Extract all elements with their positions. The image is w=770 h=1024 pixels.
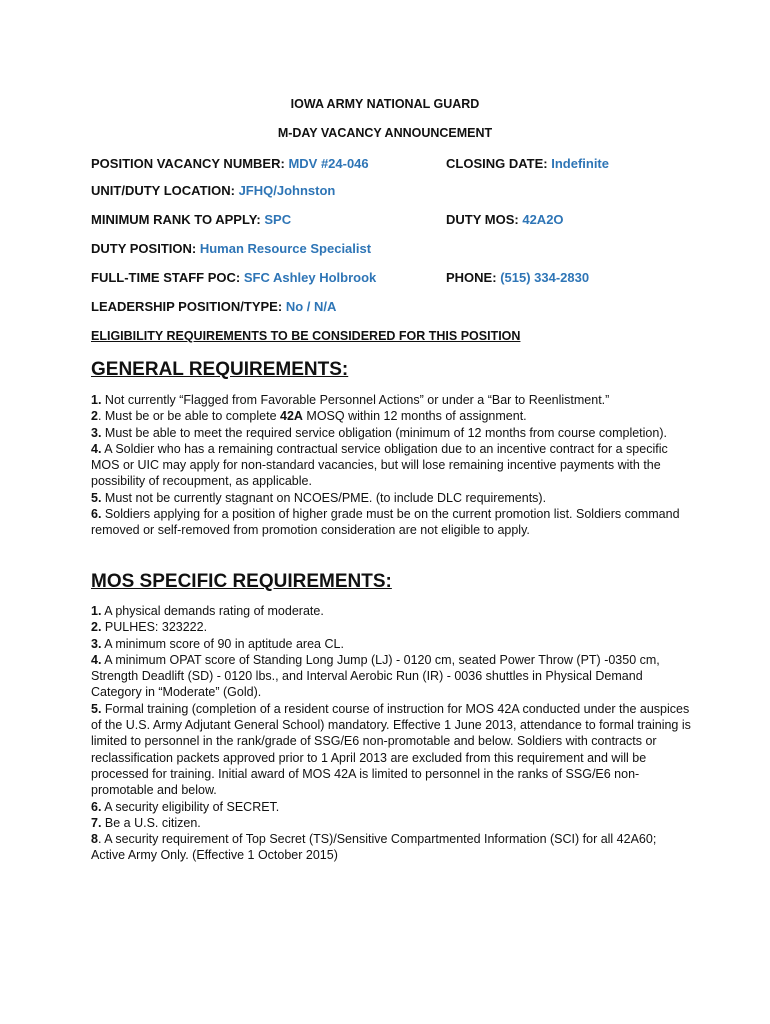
list-item: 3. Must be able to meet the required service obligation (minimum of 12 months from course completion). — [91, 425, 667, 440]
field-value: JFHQ/Johnston — [238, 183, 336, 198]
list-item: 1. A physical demands rating of moderate. — [91, 604, 324, 618]
list-item: 7. Be a U.S. citizen. — [91, 815, 201, 830]
list-item: 8. A security requirement of Top Secret (TS)/Sensitive Compartmented Information (SCI) for all 42A60; Active Army Only. (Effective 1 October 2015) — [91, 832, 657, 863]
list-item: 2. Must be or be able to complete 42A MOSQ within 12 months of assignment. — [91, 409, 527, 424]
field-label: LEADERSHIP POSITION/TYPE: — [91, 299, 283, 314]
field-value: MDV #24-046 — [288, 156, 369, 171]
field-value: 42A2O — [522, 212, 564, 227]
duty-position — [91, 241, 371, 256]
list-item: 4. A Soldier who has a remaining contractual service obligation due to an incentive contract for a specific MOS or UIC may apply for non-standard vacancies, but will lose remaining incentive payments with the possibility of recoupment, as applicable. — [91, 441, 668, 489]
field-label: DUTY MOS: — [446, 212, 519, 227]
field-label: DUTY POSITION: — [91, 241, 197, 256]
list-item: 6. Soldiers applying for a position of higher grade must be on the current promotion list. Soldiers command removed or self-removed from promotion consideration are not eligible to apply. — [91, 507, 680, 538]
field-label: PHONE: — [446, 270, 497, 285]
list-item: 5. Must not be currently stagnant on NCOES/PME. (to include DLC requirements). — [91, 490, 547, 505]
field-value: SFC Ashley Holbrook — [243, 270, 377, 285]
list-item: 5. Formal training (completion of a resident course of instruction for MOS 42A conducted under the auspices of the U.S. Army Adjutant General School) mandatory. Effective 1 June 2013, attendance to formal training is limited to personnel in the rank/grade of SSG/E6 non-promotable and below. Soldiers with contracts or reclassification packets approved prior to 1 April 2013 are excluded from this requirement and will be processed for training. Initial award of MOS 42A is limited to personnel in the ranks of SSG/E6 non-promotable and below. — [91, 701, 691, 798]
fulltime-staff-poc — [91, 270, 376, 285]
field-label: CLOSING DATE: — [446, 156, 548, 171]
list-item: 6. A security eligibility of SECRET. — [91, 799, 280, 814]
list-item: 4. A minimum OPAT score of Standing Long Jump (LJ) - 0120 cm, seated Power Throw (PT) -0350 cm, Strength Deadlift (SD) - 0120 lbs., and Interval Aerobic Run (IR) - 0036 shuttles in Physical Demand Category in “Moderate” (Gold). — [91, 652, 660, 700]
general-requirements-list — [91, 392, 691, 539]
position-vacancy-number — [91, 156, 369, 171]
unit-duty-location — [91, 183, 335, 198]
field-label: FULL-TIME STAFF POC: — [91, 270, 241, 285]
list-item: 1. Not currently “Flagged from Favorable Personnel Actions” or under a “Bar to Reenlistment.” — [91, 393, 610, 407]
field-label: POSITION VACANCY NUMBER: — [91, 156, 285, 171]
field-value: Human Resource Specialist — [199, 241, 372, 256]
mos-requirements-list — [91, 603, 691, 864]
duty-mos — [446, 212, 564, 227]
field-value: SPC — [264, 212, 292, 227]
eligibility-heading: ELIGIBILITY REQUIREMENTS TO BE CONSIDERED FOR THIS POSITION — [91, 329, 521, 343]
field-label: MINIMUM RANK TO APPLY: — [91, 212, 261, 227]
leadership-position — [91, 299, 336, 314]
phone — [446, 270, 589, 285]
mos-requirements-title: MOS SPECIFIC REQUIREMENTS: — [91, 571, 392, 592]
list-item: 3. A minimum score of 90 in aptitude area CL. — [91, 636, 344, 651]
general-requirements-title: GENERAL REQUIREMENTS: — [91, 359, 349, 380]
minimum-rank — [91, 212, 291, 227]
field-value: No / N/A — [285, 299, 337, 314]
announcement-title: M-DAY VACANCY ANNOUNCEMENT — [277, 126, 493, 140]
org-title: IOWA ARMY NATIONAL GUARD — [290, 97, 480, 111]
field-label: UNIT/DUTY LOCATION: — [91, 183, 235, 198]
field-value: Indefinite — [551, 156, 609, 171]
closing-date — [446, 156, 609, 171]
field-value: (515) 334-2830 — [500, 270, 590, 285]
list-item: 2. PULHES: 323222. — [91, 620, 208, 635]
